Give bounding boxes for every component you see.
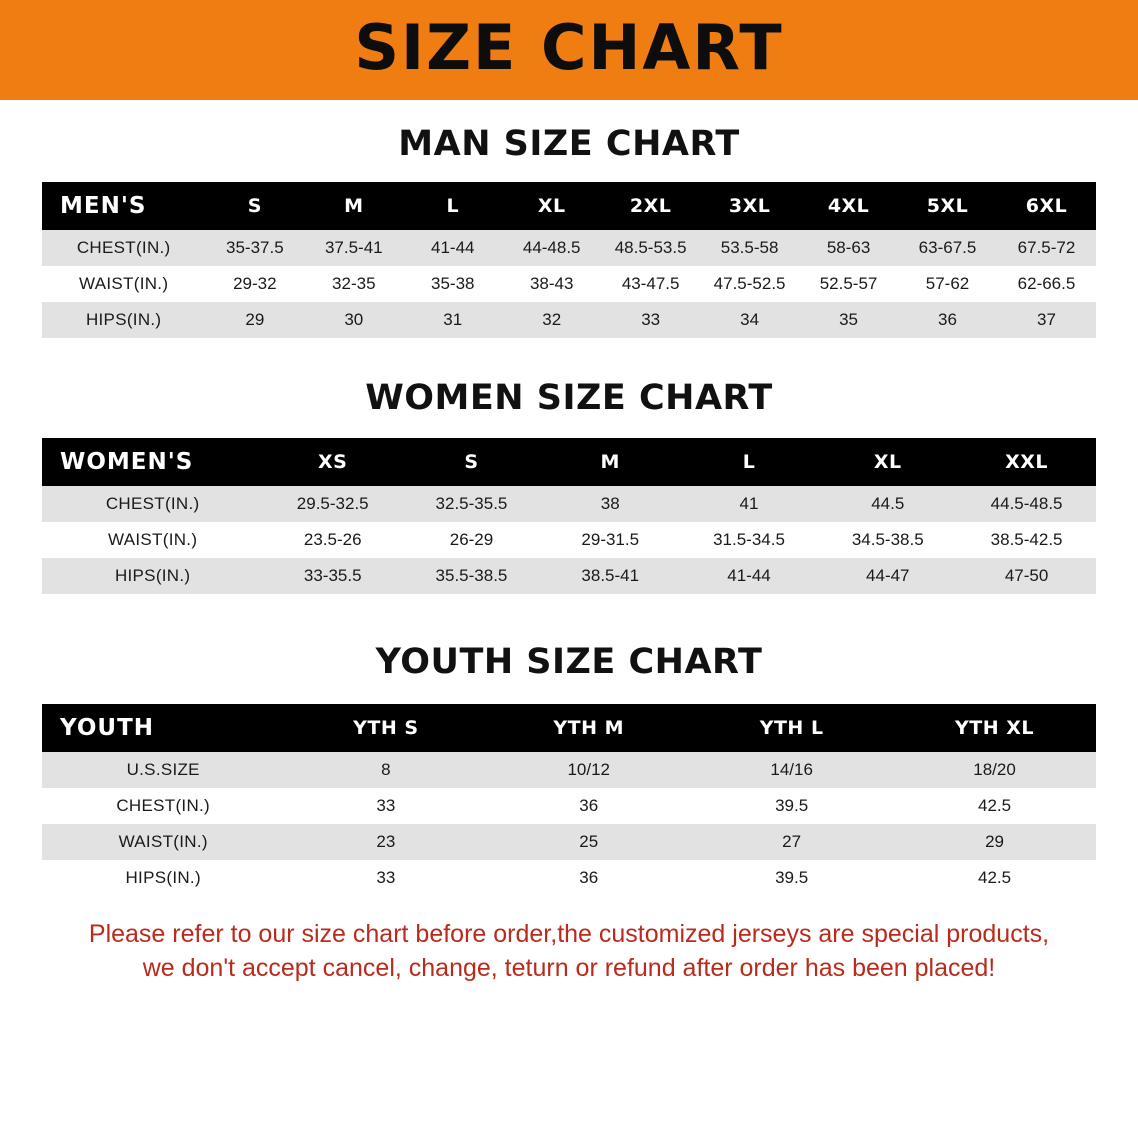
youth-cell-1-1: 36	[487, 788, 690, 824]
man-header-cell-6: 3XL	[700, 182, 799, 230]
women-cell-0-1: 32.5-35.5	[402, 486, 541, 522]
man-row-0-label: CHEST(IN.)	[42, 230, 205, 266]
women-cell-2-1: 35.5-38.5	[402, 558, 541, 594]
youth-table-wrap	[42, 704, 1096, 896]
policy-note-line-2: we don't accept cancel, change, teturn or refund after order has been placed!	[142, 953, 996, 982]
women-header-cell-2: S	[402, 438, 541, 486]
women-size-table	[42, 438, 1096, 594]
women-cell-0-0: 29.5-32.5	[263, 486, 402, 522]
women-row-1-label: WAIST(IN.)	[42, 522, 263, 558]
table-row	[42, 788, 1096, 824]
youth-cell-1-2: 39.5	[690, 788, 893, 824]
man-size-table	[42, 182, 1096, 338]
table-row	[42, 522, 1096, 558]
youth-row-1-label: CHEST(IN.)	[42, 788, 284, 824]
policy-note-line-1: Please refer to our size chart before order,the customized jerseys are special products,	[88, 920, 1050, 948]
youth-cell-2-3: 29	[893, 824, 1096, 860]
women-cell-2-0: 33-35.5	[263, 558, 402, 594]
table-header-row	[42, 704, 1096, 752]
man-cell-0-7: 63-67.5	[898, 230, 997, 266]
man-cell-1-1: 32-35	[304, 266, 403, 302]
table-row	[42, 230, 1096, 266]
man-table-wrap	[42, 182, 1096, 338]
youth-table-body	[42, 752, 1096, 896]
youth-row-3-label: HIPS(IN.)	[42, 860, 284, 896]
table-row	[42, 824, 1096, 860]
man-header-cell-9: 6XL	[997, 182, 1096, 230]
man-cell-0-1: 37.5-41	[304, 230, 403, 266]
man-cell-2-3: 32	[502, 302, 601, 338]
women-cell-0-5: 44.5-48.5	[957, 486, 1096, 522]
man-cell-2-4: 33	[601, 302, 700, 338]
women-header-cell-0: WOMEN'S	[42, 438, 263, 486]
women-cell-1-1: 26-29	[402, 522, 541, 558]
table-header-row	[42, 438, 1096, 486]
women-section-heading: WOMEN SIZE CHART	[365, 378, 773, 418]
man-cell-1-7: 57-62	[898, 266, 997, 302]
man-cell-0-2: 41-44	[403, 230, 502, 266]
youth-cell-0-1: 10/12	[487, 752, 690, 788]
man-cell-2-6: 35	[799, 302, 898, 338]
youth-row-2-label: WAIST(IN.)	[42, 824, 284, 860]
women-header-cell-4: L	[680, 438, 819, 486]
women-cell-2-3: 41-44	[680, 558, 819, 594]
man-cell-1-2: 35-38	[403, 266, 502, 302]
man-header-cell-4: XL	[502, 182, 601, 230]
youth-cell-0-3: 18/20	[893, 752, 1096, 788]
youth-cell-0-0: 8	[284, 752, 487, 788]
youth-cell-1-3: 42.5	[893, 788, 1096, 824]
man-table-body	[42, 230, 1096, 338]
youth-cell-2-1: 25	[487, 824, 690, 860]
women-cell-0-4: 44.5	[818, 486, 957, 522]
man-header-cell-5: 2XL	[601, 182, 700, 230]
youth-cell-3-0: 33	[284, 860, 487, 896]
youth-cell-2-0: 23	[284, 824, 487, 860]
man-row-1-label: WAIST(IN.)	[42, 266, 205, 302]
man-cell-1-5: 47.5-52.5	[700, 266, 799, 302]
man-cell-1-4: 43-47.5	[601, 266, 700, 302]
youth-row-0-label: U.S.SIZE	[42, 752, 284, 788]
women-cell-0-3: 41	[680, 486, 819, 522]
youth-cell-2-2: 27	[690, 824, 893, 860]
man-cell-0-3: 44-48.5	[502, 230, 601, 266]
table-row	[42, 266, 1096, 302]
youth-header-cell-1: YTH S	[284, 704, 487, 752]
women-header-cell-6: XXL	[957, 438, 1096, 486]
man-cell-0-4: 48.5-53.5	[601, 230, 700, 266]
youth-cell-3-1: 36	[487, 860, 690, 896]
man-cell-2-1: 30	[304, 302, 403, 338]
women-cell-2-4: 44-47	[818, 558, 957, 594]
man-cell-0-0: 35-37.5	[205, 230, 304, 266]
table-row	[42, 860, 1096, 896]
women-cell-1-2: 29-31.5	[541, 522, 680, 558]
man-header-cell-0: MEN'S	[42, 182, 205, 230]
women-cell-1-3: 31.5-34.5	[680, 522, 819, 558]
women-cell-0-2: 38	[541, 486, 680, 522]
youth-table-head	[42, 704, 1096, 752]
youth-section-heading: YOUTH SIZE CHART	[375, 642, 763, 682]
youth-header-cell-2: YTH M	[487, 704, 690, 752]
women-cell-1-5: 38.5-42.5	[957, 522, 1096, 558]
man-cell-1-0: 29-32	[205, 266, 304, 302]
man-cell-2-5: 34	[700, 302, 799, 338]
youth-header-cell-4: YTH XL	[893, 704, 1096, 752]
youth-cell-3-2: 39.5	[690, 860, 893, 896]
table-row	[42, 486, 1096, 522]
man-cell-2-0: 29	[205, 302, 304, 338]
youth-cell-3-3: 42.5	[893, 860, 1096, 896]
table-row	[42, 752, 1096, 788]
women-header-cell-3: M	[541, 438, 680, 486]
table-row	[42, 558, 1096, 594]
man-cell-1-3: 38-43	[502, 266, 601, 302]
man-cell-2-2: 31	[403, 302, 502, 338]
man-row-2-label: HIPS(IN.)	[42, 302, 205, 338]
man-table-head	[42, 182, 1096, 230]
women-row-0-label: CHEST(IN.)	[42, 486, 263, 522]
policy-note	[36, 918, 1102, 986]
table-header-row	[42, 182, 1096, 230]
man-cell-2-8: 37	[997, 302, 1096, 338]
man-cell-0-5: 53.5-58	[700, 230, 799, 266]
women-header-cell-5: XL	[818, 438, 957, 486]
youth-cell-0-2: 14/16	[690, 752, 893, 788]
man-cell-2-7: 36	[898, 302, 997, 338]
man-header-cell-8: 5XL	[898, 182, 997, 230]
women-header-cell-1: XS	[263, 438, 402, 486]
women-table-wrap	[42, 438, 1096, 594]
women-cell-2-5: 47-50	[957, 558, 1096, 594]
women-table-head	[42, 438, 1096, 486]
man-header-cell-7: 4XL	[799, 182, 898, 230]
man-header-cell-2: M	[304, 182, 403, 230]
man-cell-1-6: 52.5-57	[799, 266, 898, 302]
table-row	[42, 302, 1096, 338]
youth-size-table	[42, 704, 1096, 896]
women-cell-2-2: 38.5-41	[541, 558, 680, 594]
youth-header-cell-3: YTH L	[690, 704, 893, 752]
man-section-heading: MAN SIZE CHART	[398, 124, 740, 164]
man-header-cell-1: S	[205, 182, 304, 230]
man-cell-1-8: 62-66.5	[997, 266, 1096, 302]
page-banner	[0, 0, 1138, 100]
page-title: SIZE CHART	[354, 11, 784, 84]
women-cell-1-0: 23.5-26	[263, 522, 402, 558]
man-header-cell-3: L	[403, 182, 502, 230]
women-row-2-label: HIPS(IN.)	[42, 558, 263, 594]
youth-header-cell-0: YOUTH	[42, 704, 284, 752]
women-table-body	[42, 486, 1096, 594]
man-cell-0-6: 58-63	[799, 230, 898, 266]
man-cell-0-8: 67.5-72	[997, 230, 1096, 266]
youth-cell-1-0: 33	[284, 788, 487, 824]
women-cell-1-4: 34.5-38.5	[818, 522, 957, 558]
